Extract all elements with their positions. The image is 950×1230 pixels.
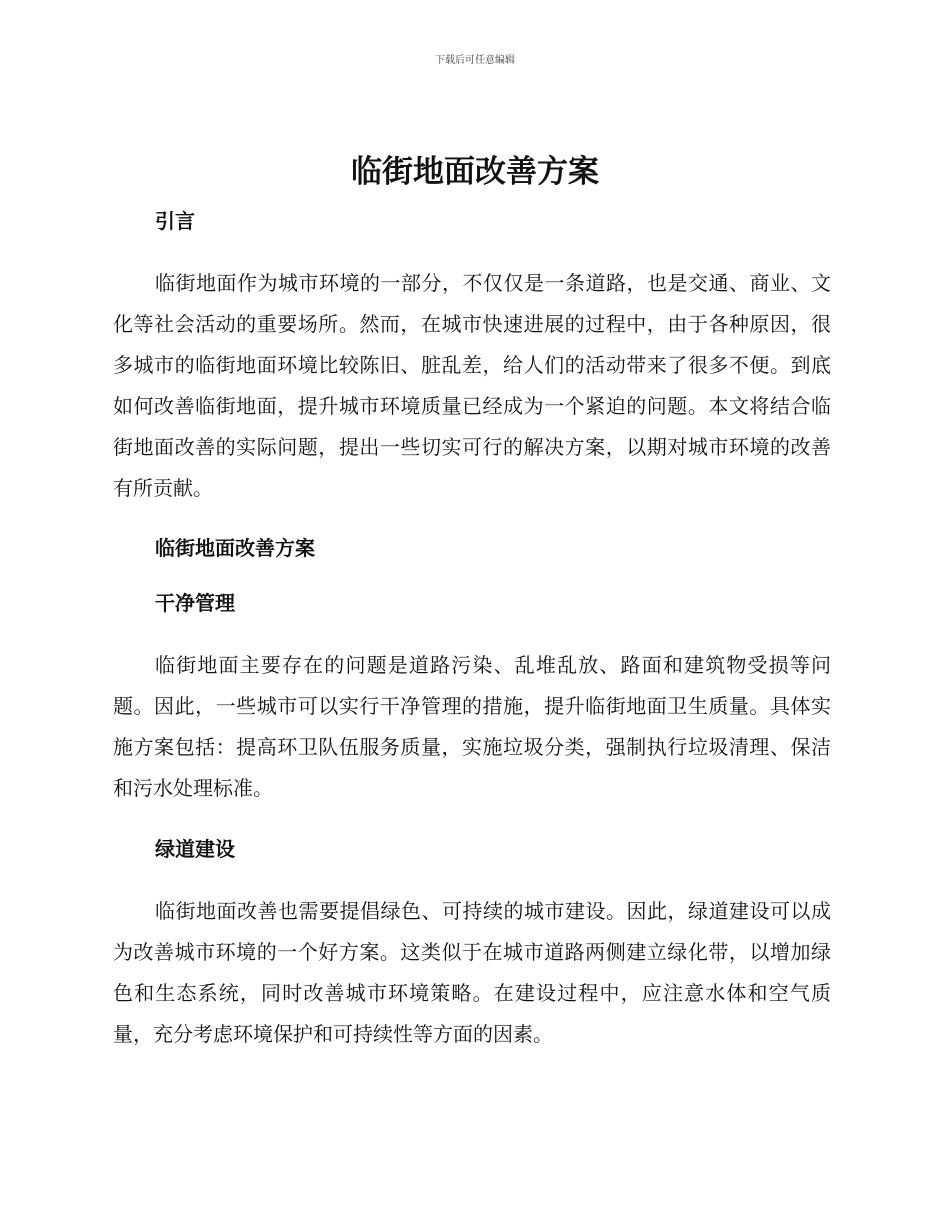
heading-improvement-plan: 临街地面改善方案 — [155, 536, 315, 560]
heading-introduction: 引言 — [155, 209, 195, 233]
document-title: 临街地面改善方案 — [351, 154, 599, 190]
heading-greenway-construction: 绿道建设 — [155, 837, 235, 861]
paragraph-greenway-construction: 临街地面改善也需要提倡绿色、可持续的城市建设。因此，绿道建设可以成为改善城市环境的一个好方案。这类似于在城市道路两侧建立绿化带，以增加绿色和生态系统，同时改善城市环境策略。在建设过程中，应注意水体和空气质量，充分考虑环境保护和可持续性等方面的因素。 — [113, 899, 831, 1046]
paragraph-clean-management: 临街地面主要存在的问题是道路污染、乱堆乱放、路面和建筑物受损等问题。因此，一些城市可以实行干净管理的措施，提升临街地面卫生质量。具体实施方案包括：提高环卫队伍服务质量，实施垃圾分类，强制执行垃圾清理、保洁和污水处理标准。 — [113, 653, 831, 800]
heading-clean-management: 干净管理 — [155, 591, 235, 615]
paragraph-introduction: 临街地面作为城市环境的一部分，不仅仅是一条道路，也是交通、商业、文化等社会活动的重要场所。然而，在城市快速进展的过程中，由于各种原因，很多城市的临街地面环境比较陈旧、脏乱差，给人们的活动带来了很多不便。到底如何改善临街地面，提升城市环境质量已经成为一个紧迫的问题。本文将结合临街地面改善的实际问题，提出一些切实可行的解决方案，以期对城市环境的改善有所贡献。 — [113, 271, 831, 500]
header-note: 下载后可任意编辑 — [435, 55, 515, 66]
document-body — [113, 198, 831, 1055]
